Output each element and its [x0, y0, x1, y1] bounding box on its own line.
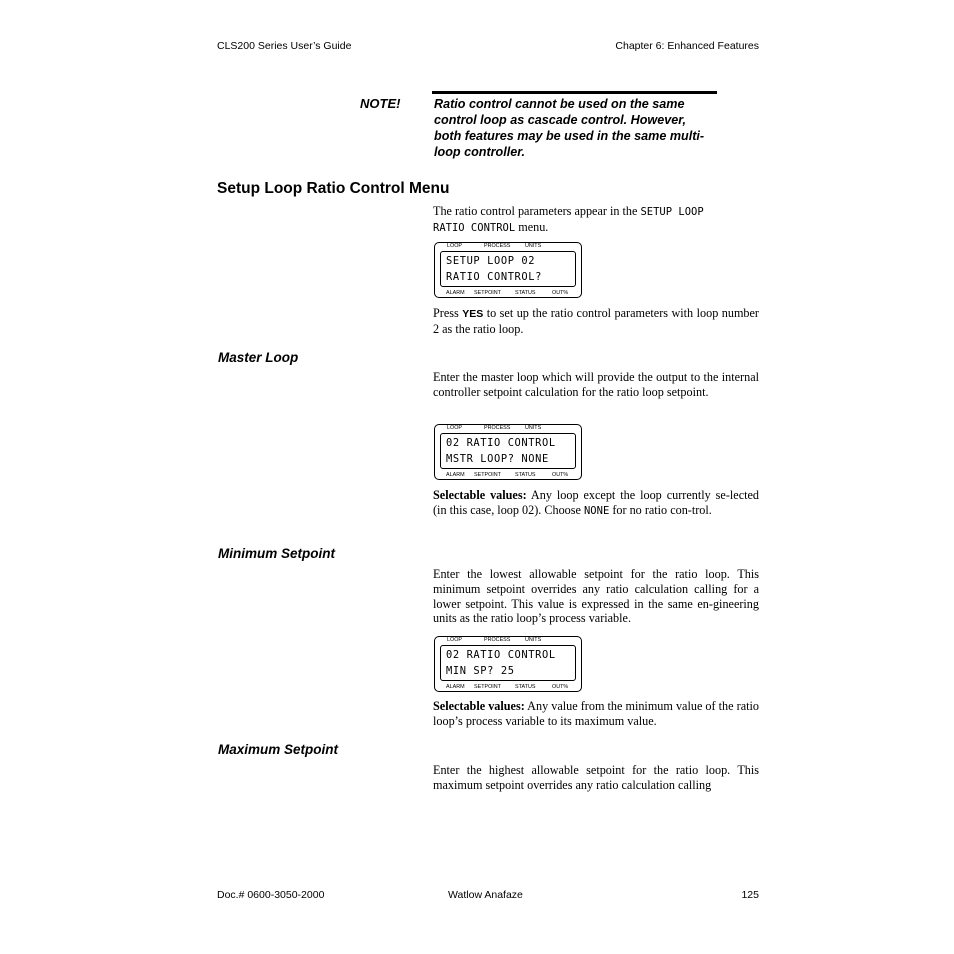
selectable-values-text: Any value from the minimum value of the ratio loop’s process variable to its maximum value.: [433, 699, 759, 728]
lcd-screen: [440, 251, 576, 287]
note-line: both features may be used in the same multi-: [434, 129, 705, 143]
note-rule: [432, 91, 717, 94]
lcd-label-out: OUT%: [552, 684, 569, 690]
press-text: Press: [433, 306, 463, 320]
note-line: loop controller.: [434, 145, 525, 159]
lcd-display-master: [434, 424, 582, 480]
intro-text: The ratio control parameters appear in the: [433, 204, 641, 218]
lcd-label-loop: LOOP: [447, 425, 462, 431]
menu-name-part2: RATIO CONTROL: [433, 221, 516, 234]
lcd-line-1: 02 RATIO CONTROL: [446, 437, 556, 449]
press-yes-paragraph: [433, 306, 759, 337]
selectable-values-text-end: for no ratio con-trol.: [609, 502, 712, 517]
lcd-line-1: SETUP LOOP 02: [446, 255, 536, 267]
heading-maximum-setpoint: Maximum Setpoint: [218, 742, 339, 757]
lcd-screen: [440, 433, 576, 469]
running-header-title: CLS200 Series User’s Guide: [217, 40, 352, 52]
lcd-label-status: STATUS: [515, 290, 536, 296]
lcd-line-2: MSTR LOOP? NONE: [446, 453, 549, 465]
heading-master-loop: Master Loop: [218, 350, 299, 365]
lcd-label-process: PROCESS: [484, 425, 511, 431]
note-text: [434, 96, 726, 160]
lcd-label-alarm: ALARM: [446, 472, 465, 478]
lcd-screen: [440, 645, 576, 681]
selectable-values-text: Any loop except the loop currently se-lected (in this case, loop 02). Choose: [433, 488, 759, 517]
lcd-line-2: RATIO CONTROL?: [446, 271, 542, 283]
selectable-values-label: Selectable values:: [433, 488, 527, 502]
none-option: NONE: [583, 504, 610, 517]
lcd-label-setpoint: SETPOINT: [474, 290, 501, 296]
page-number: 125: [741, 889, 759, 901]
press-text-end: to set up the ratio control parameters with loop number 2 as the ratio loop.: [433, 306, 759, 336]
lcd-label-out: OUT%: [552, 472, 569, 478]
lcd-label-units: UNITS: [525, 243, 542, 249]
lcd-line-2: MIN SP? 25: [446, 665, 515, 677]
lcd-label-loop: LOOP: [447, 637, 462, 643]
intro-paragraph: [433, 204, 759, 236]
minimum-selectable-values: [433, 699, 759, 729]
maximum-setpoint-paragraph: Enter the highest allowable setpoint for the ratio loop. This maximum setpoint overrides any ratio calculation calling: [433, 763, 759, 792]
lcd-label-alarm: ALARM: [446, 290, 465, 296]
lcd-label-alarm: ALARM: [446, 684, 465, 690]
note-line: control loop as cascade control. However,: [434, 113, 686, 127]
intro-text-end: menu.: [515, 219, 549, 234]
lcd-label-setpoint: SETPOINT: [474, 472, 501, 478]
footer-doc-number: Doc.# 0600-3050-2000: [217, 889, 325, 901]
section-title: Setup Loop Ratio Control Menu: [217, 180, 450, 197]
selectable-values-label: Selectable values:: [433, 699, 525, 713]
note-label: NOTE!: [360, 96, 401, 111]
yes-key: YES: [462, 308, 484, 320]
note-line: Ratio control cannot be used on the same: [434, 97, 685, 111]
master-selectable-values: [433, 488, 759, 519]
master-loop-paragraph: Enter the master loop which will provide the output to the internal controller setpoint calculation for the ratio loop setpoint.: [433, 370, 759, 399]
menu-name-part1: SETUP LOOP: [640, 206, 704, 218]
running-header-chapter: Chapter 6: Enhanced Features: [615, 40, 759, 52]
heading-minimum-setpoint: Minimum Setpoint: [218, 546, 335, 561]
lcd-label-out: OUT%: [552, 290, 569, 296]
lcd-display-minimum: [434, 636, 582, 692]
lcd-label-loop: LOOP: [447, 243, 462, 249]
lcd-label-setpoint: SETPOINT: [474, 684, 501, 690]
lcd-label-units: UNITS: [525, 425, 542, 431]
lcd-label-units: UNITS: [525, 637, 542, 643]
lcd-label-process: PROCESS: [484, 243, 511, 249]
lcd-line-1: 02 RATIO CONTROL: [446, 649, 556, 661]
lcd-label-status: STATUS: [515, 684, 536, 690]
lcd-display-setup: [434, 242, 582, 298]
lcd-label-status: STATUS: [515, 472, 536, 478]
footer-company: Watlow Anafaze: [448, 889, 523, 901]
minimum-setpoint-paragraph: Enter the lowest allowable setpoint for the ratio loop. This minimum setpoint overrides any ratio calculation calling for a lower setpoint. This value is expressed in the same en-gineering units as the ratio loop’s process variable.: [433, 567, 759, 626]
lcd-label-process: PROCESS: [484, 637, 511, 643]
